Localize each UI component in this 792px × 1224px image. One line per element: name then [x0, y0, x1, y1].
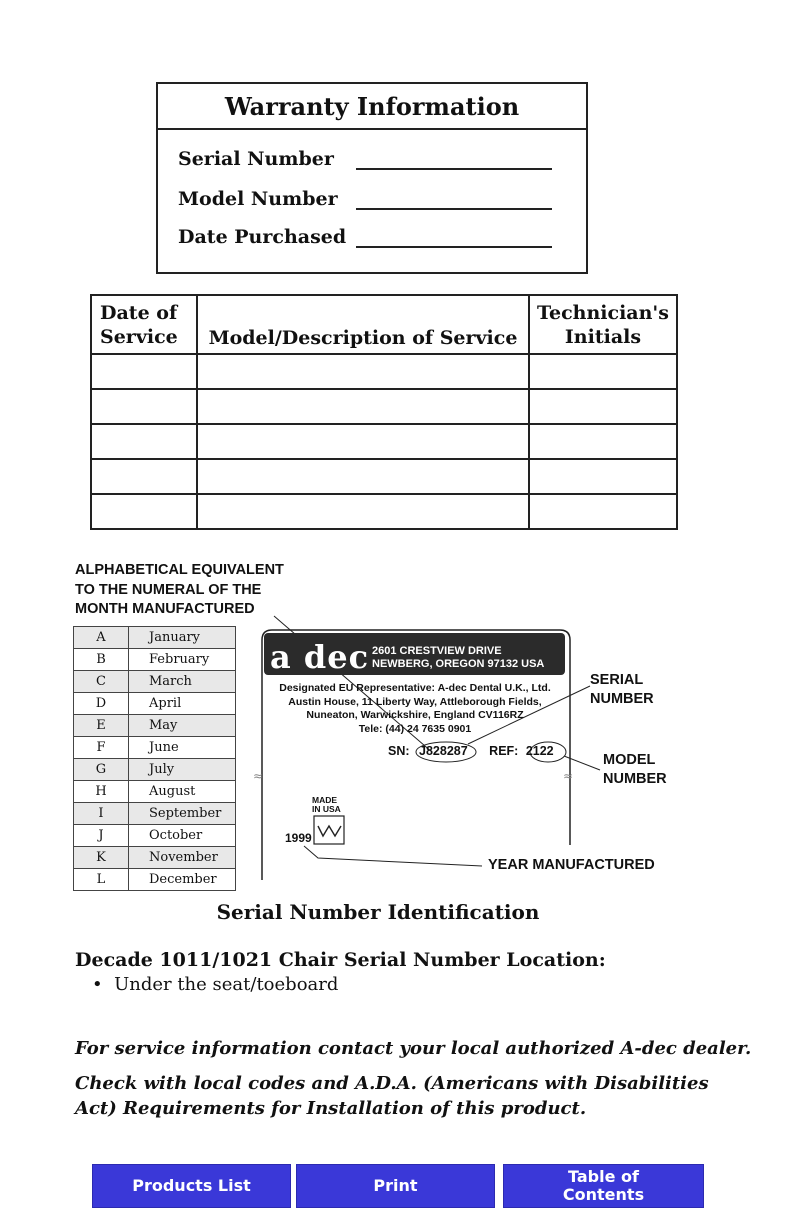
year-leader-line [304, 846, 482, 866]
month-letter: L [74, 869, 129, 891]
rep-line: Austin House, 11 Liberty Way, Attleborough Fields, [288, 695, 542, 708]
month-name: February [129, 649, 236, 671]
products-list-button[interactable]: Products List [92, 1164, 291, 1208]
ref-prefix: REF: [489, 744, 519, 758]
month-letter: A [74, 627, 129, 649]
break-mark-left: ≈ [253, 769, 264, 783]
made-line: IN USA [312, 804, 341, 814]
made-in-usa-text [312, 796, 341, 814]
model-number-label: Model Number [178, 188, 338, 210]
header-tech-line1: Technician's [537, 301, 669, 324]
month-name: January [129, 627, 236, 649]
month-letter: C [74, 671, 129, 693]
month-letter: H [74, 781, 129, 803]
print-button[interactable]: Print [296, 1164, 495, 1208]
rep-line: Designated EU Representative: A-dec Dental U.K., Ltd. [279, 682, 551, 694]
toc-line2: Contents [562, 1185, 645, 1204]
month-letter: I [74, 803, 129, 825]
month-name: December [129, 869, 236, 891]
month-name: July [129, 759, 236, 781]
location-title: Decade 1011/1021 Chair Serial Number Location: [75, 949, 606, 971]
ada-note-line2: Act) Requirements for Installation of this product. [75, 1098, 587, 1119]
rep-line: Nuneaton, Warwickshire, England CV116RZ [306, 709, 524, 721]
month-name: August [129, 781, 236, 803]
made-line: MADE [312, 795, 338, 805]
location-bullet [92, 974, 338, 995]
callout-line: MODEL [603, 752, 656, 768]
callout-line: SERIAL [590, 672, 644, 688]
label-address [372, 645, 544, 671]
month-letter: J [74, 825, 129, 847]
month-name: June [129, 737, 236, 759]
adec-logo: a dec [270, 638, 370, 676]
header-date-line1: Date of [100, 301, 178, 324]
callout-line: NUMBER [603, 771, 667, 787]
month-name: April [129, 693, 236, 715]
sn-value: J828287 [419, 744, 468, 758]
serial-ref-line [388, 744, 554, 758]
warranty-title: Warranty Information [158, 84, 586, 130]
ref-value: 2122 [525, 744, 554, 758]
bullet-icon: • [92, 974, 115, 995]
service-note: For service information contact your local authorized A-dec dealer. [75, 1038, 752, 1059]
ada-note-line1: Check with local codes and A.D.A. (Americans with Disabilities [75, 1073, 709, 1094]
legend-title-line: TO THE NUMERAL OF THE [75, 581, 262, 598]
year-manufactured-callout: YEAR MANUFACTURED [488, 857, 655, 873]
month-letter: G [74, 759, 129, 781]
date-purchased-label: Date Purchased [178, 226, 347, 248]
break-mark-right: ≈ [563, 769, 574, 783]
year-value: 1999 [285, 831, 312, 845]
model-number-callout [603, 751, 667, 789]
rep-line: Tele: (44) 24 7635 0901 [358, 722, 472, 735]
month-name: October [129, 825, 236, 847]
address-line: NEWBERG, OREGON 97132 USA [372, 658, 545, 670]
month-letter: E [74, 715, 129, 737]
month-letter: B [74, 649, 129, 671]
address-line: 2601 CRESTVIEW DRIVE [372, 645, 502, 657]
section-title: Serial Number Identification [216, 900, 540, 924]
sn-prefix: SN: [388, 744, 410, 758]
made-in-usa-mark-icon [318, 826, 341, 836]
month-name: September [129, 803, 236, 825]
serial-number-callout [590, 671, 654, 709]
table-of-contents-button[interactable] [503, 1164, 704, 1208]
month-letter: F [74, 737, 129, 759]
month-letter: D [74, 693, 129, 715]
made-in-usa-box [314, 816, 344, 844]
header-tech-line2: Initials [564, 325, 642, 348]
legend-title-line: ALPHABETICAL EQUIVALENT [75, 562, 284, 578]
legend-title-line: MONTH MANUFACTURED [75, 601, 255, 617]
month-name: March [129, 671, 236, 693]
toc-line1: Table of [568, 1167, 639, 1186]
eu-representative-text [262, 682, 568, 736]
serial-number-label: Serial Number [178, 148, 334, 170]
header-model-description: Model/Description of Service [197, 295, 529, 354]
month-name: November [129, 847, 236, 869]
bullet-text: Under the seat/toeboard [114, 974, 339, 995]
callout-line: NUMBER [590, 691, 654, 707]
month-letter: K [74, 847, 129, 869]
toc-label [563, 1168, 644, 1204]
month-name: May [129, 715, 236, 737]
header-date-line2: Service [100, 325, 178, 348]
